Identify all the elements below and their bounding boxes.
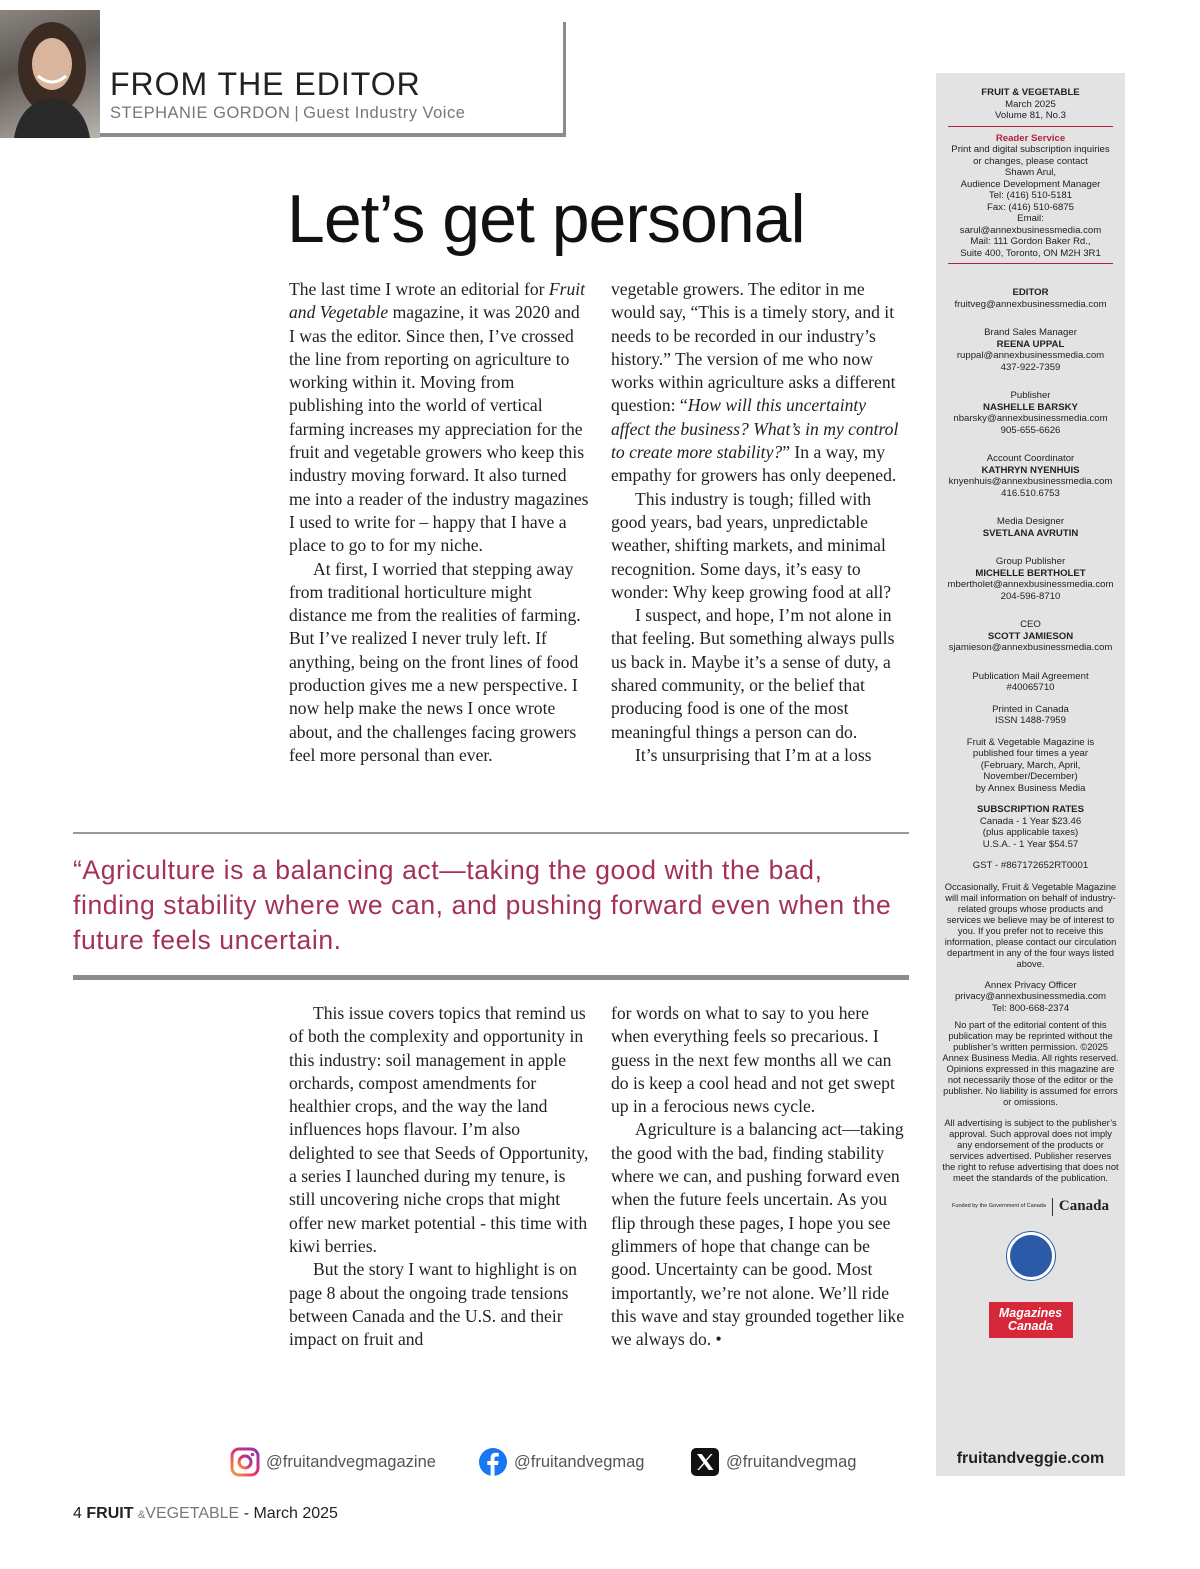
header-rule-vertical — [563, 22, 566, 137]
staff-group-publisher: Group Publisher MICHELLE BERTHOLET mbertholet@annexbusinessmedia.com 204-596-8710 — [942, 556, 1119, 602]
column-2 — [611, 278, 909, 767]
header-rule-horizontal — [100, 133, 566, 137]
staff-account-coordinator: Account Coordinator KATHRYN NYENHUIS knyenhuis@annexbusinessmedia.com 416.510.6753 — [942, 453, 1119, 499]
paragraph: This industry is tough; filled with good years, bad years, unpredictable weather, shifting markets, and minimal recognition. Some days, it’s easy to wonder: Why keep growing food at all? — [611, 488, 892, 602]
byline — [110, 104, 465, 123]
section-title: FROM THE EDITOR — [110, 66, 421, 102]
instagram-handle: @fruitandvegmagazine — [266, 1452, 436, 1471]
masthead-sidebar — [936, 73, 1125, 1476]
paragraph: It’s unsurprising that I’m at a loss — [635, 744, 872, 765]
pullquote-rule-top — [73, 832, 909, 834]
divider — [948, 126, 1113, 127]
bsm-email[interactable]: ruppal@annexbusinessmedia.com — [956, 350, 1105, 361]
gp-email[interactable]: mbertholet@annexbusinessmedia.com — [947, 579, 1114, 590]
byline-separator: | — [294, 104, 300, 122]
canada-funding-logo: Funded by the Government of Canada Canada — [952, 1198, 1109, 1215]
audit-seal-icon — [1007, 1232, 1055, 1280]
magazines-canada-logo: Magazines Canada — [989, 1302, 1073, 1338]
folio-fruit: FRUIT — [86, 1505, 134, 1522]
privacy-officer: Annex Privacy Officer privacy@annexbusinessmedia.com Tel: 800-668-2374 — [942, 980, 1119, 1015]
paragraph: Agriculture is a balancing act—taking the good with the bad, finding stability where we can, and pushing forward even when the future feels uncertain. As you flip through these pages, I hope you see glimmers of hope that change can be good. Uncertainty can be good. Most importantly, we’re not alone. We’ll ride this wave and stay grounded together like we always do. • — [611, 1119, 905, 1350]
folio-amp: & — [137, 1509, 146, 1521]
column-4 — [611, 1002, 909, 1351]
paragraph: vegetable growers. The editor in me would say, “This is a timely story, and it needs to be recorded in our industry’s history.” The version of me who now works within agriculture asks a different question: “How will this uncertainty affect the business? What’s in my control to create more stability?” In a way, my empathy for growers has only deepened. — [611, 279, 899, 486]
social-facebook[interactable] — [478, 1447, 645, 1477]
ceo-email[interactable]: sjamieson@annexbusinessmedia.com — [948, 642, 1113, 653]
page-folio — [73, 1505, 338, 1523]
publisher-email[interactable]: nbarsky@annexbusinessmedia.com — [953, 413, 1108, 424]
paragraph: But the story I want to highlight is on page 8 about the ongoing trade tensions between Canada and the U.S. and their impact on fruit and — [289, 1259, 577, 1350]
reader-service: Reader Service Print and digital subscription inquiries or changes, please contact Shawn Arul, Audience Development Manager Tel: (416) 510-5181 Fax: (416) 510-6875 Email: sarul@annexbusinessmedia.com Mail: 111 Gordon Baker Rd., Suite 400, Toronto, ON M2H 3R1 — [942, 133, 1119, 260]
instagram-icon — [230, 1447, 260, 1477]
staff-publisher: Publisher NASHELLE BARSKY nbarsky@annexbusinessmedia.com 905-655-6626 — [942, 390, 1119, 436]
paragraph: This issue covers topics that remind us of both the complexity and opportunity in this industry: soil management in apple orchards, compost amendments for healthier crops, and the way the land influences hops flavour. I’m also delighted to see that Seeds of Opportunity, a series I launched during my tenure, is still uncovering niche crops that might offer new market potential - this time with kiwi berries. — [289, 1003, 589, 1256]
headline: Let’s get personal — [287, 181, 805, 257]
page-number: 4 — [73, 1505, 82, 1522]
reprint-notice: No part of the editorial content of this publication may be reprinted without the publisher’s written permission. ©2025 Annex Business Media. All rights reserved. Opinions expressed in this magazine are not necessarily those of the editor or the publisher. No liability is assumed for errors or omissions. — [942, 1020, 1119, 1107]
paragraph: I suspect, and hope, I’m not alone in that feeling. But something always pulls us back in. Maybe it’s a sense of duty, a shared community, or the belief that producing food is one of the most meaningful things a person can do. — [611, 605, 895, 742]
staff-brand-sales: Brand Sales Manager REENA UPPAL ruppal@annexbusinessmedia.com 437-922-7359 — [942, 327, 1119, 373]
social-instagram[interactable] — [230, 1447, 436, 1477]
advertising-notice: All advertising is subject to the publisher’s approval. Such approval does not imply any endorsement of the products or services advertised. Publisher reserves the right to refuse advertising that does not meet the standards of the publication. — [942, 1118, 1119, 1183]
printed-info: Printed in Canada ISSN 1488-7959 — [992, 703, 1069, 726]
editor-email[interactable]: fruitveg@annexbusinessmedia.com — [954, 298, 1107, 310]
x-handle: @fruitandvegmag — [726, 1452, 857, 1471]
author-name: STEPHANIE GORDON — [110, 104, 291, 122]
paragraph: At first, I worried that stepping away from traditional horticulture might distance me from the realities of farming. But I’ve realized I never truly left. If anything, being on the front lines of food production gives me a new perspective. I now help make the news I once wrote about, and the challenges facing growers feel more personal than ever. — [289, 558, 581, 765]
column-3 — [289, 1002, 589, 1351]
folio-date: - March 2025 — [243, 1505, 338, 1522]
ac-email[interactable]: knyenhuis@annexbusinessmedia.com — [948, 476, 1113, 487]
staff-editor: EDITOR fruitveg@annexbusinessmedia.com — [942, 287, 1119, 310]
schedule: Fruit & Vegetable Magazine is published four times a year (February, March, April, November/December) by Annex Business Media — [966, 736, 1095, 794]
facebook-icon — [478, 1447, 508, 1477]
x-icon — [690, 1447, 720, 1477]
author-portrait-icon — [0, 10, 100, 138]
paragraph: The last time I wrote an editorial for Fruit and Vegetable magazine, it was 2020 and I was the editor. Since then, I’ve crossed the line from reporting on agriculture to working within it. Moving from publishing into the world of vertical farming increases my appreciation for the fruit and vegetable growers who keep this industry moving forward. It also turned me into a reader of the industry magazines I used to write for – happy that I have a place to go to for my niche. — [289, 279, 589, 556]
folio-vegetable: VEGETABLE — [145, 1505, 240, 1522]
facebook-handle: @fruitandvegmag — [514, 1452, 645, 1471]
divider — [948, 263, 1113, 264]
reader-service-email[interactable]: sarul@annexbusinessmedia.com — [959, 224, 1102, 236]
gst-number: GST - #867172652RT0001 — [972, 860, 1089, 871]
staff-ceo: CEO SCOTT JAMIESON sjamieson@annexbusinessmedia.com — [942, 619, 1119, 654]
pullquote-rule-bottom — [73, 975, 909, 980]
mail-agreement: Publication Mail Agreement #40065710 — [972, 670, 1089, 693]
issue-info: FRUIT & VEGETABLE March 2025 Volume 81, No.3 — [981, 87, 1080, 121]
author-role: Guest Industry Voice — [303, 104, 466, 122]
author-photo — [0, 10, 100, 138]
pullquote: “Agriculture is a balancing act—taking the good with the bad, finding stability where we can, and pushing forward even when the future feels uncertain. — [73, 855, 892, 955]
paragraph: for words on what to say to you here when everything feels so precarious. I guess in the next few months all we can do is keep a cool head and not get swept up in a ferocious news cycle. — [611, 1003, 895, 1117]
subscription-rates: SUBSCRIPTION RATES Canada - 1 Year $23.46 (plus applicable taxes) U.S.A. - 1 Year $54.57 — [977, 804, 1084, 850]
social-x[interactable] — [690, 1447, 857, 1477]
website-link[interactable]: fruitandveggie.com — [956, 1449, 1105, 1467]
mailing-notice: Occasionally, Fruit & Vegetable Magazine will mail information on behalf of industry-related groups whose products and services we believe may be of interest to you. If you prefer not to receive this information, please contact our circulation department in any of the four ways listed above. — [944, 881, 1117, 969]
staff-media-designer: Media Designer SVETLANA AVRUTIN — [982, 516, 1079, 539]
column-1 — [289, 278, 589, 767]
privacy-email[interactable]: privacy@annexbusinessmedia.com — [954, 991, 1107, 1002]
